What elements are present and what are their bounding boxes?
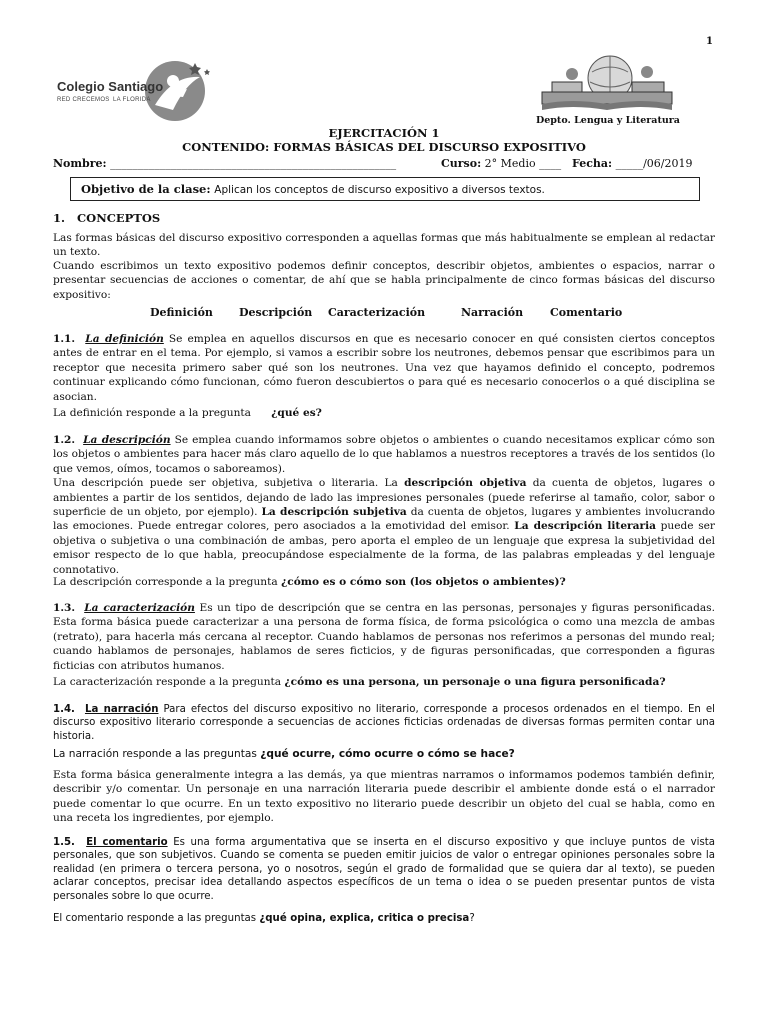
commentary-question-text: ¿qué opina, explica, critica o precisa [259,913,470,924]
narration-number: 1.4. [53,704,75,715]
narration-question-text: ¿qué ocurre, cómo ocurre o cómo se hace? [260,748,515,760]
objective-text: Aplican los conceptos de discurso expositivo a diversos textos. [214,184,545,196]
description-text-2b: da cuenta de objetos, lugares o ambientes a partir de los sentidos, dejando de lado las impresiones personales (puede referirse al tamaño, color, sabor o superficie de un objeto, por ejemplo). [53,477,715,519]
form-item: Narración [461,306,524,319]
description-number: 1.2. [53,434,76,446]
narration-question [53,748,515,760]
commentary-title: El comentario [86,837,168,848]
description-text-2d: puede ser objetiva o subjetiva o una combinación de ambas, pero aporta el empleo de un lenguaje que expresa la subjetividad del emisor respecto de lo que habla, preocupándose especialmente de la forma, de las palabras empleadas y del lenguaje connotativo. [53,520,715,576]
section-number: 1. [53,211,66,225]
description-question [53,576,566,588]
department-illustration [532,52,682,114]
characterization-paragraph [53,601,715,673]
characterization-question-text: ¿cómo es una persona, un personaje o una figura personificada? [284,676,666,688]
definition-title: La definición [85,333,164,345]
characterization-question [53,676,666,688]
name-label: Nombre: [53,157,107,170]
objective-description-term: descripción objetiva [404,477,527,490]
school-name: Colegio Santiago [57,79,164,94]
commentary-question-end: ? [469,913,475,924]
narration-paragraph-2: Esta forma básica generalmente integra a las demás, ya que mientras narramos o informamos podemos también definir, describir y/o comentar. Un personaje en una narración literaria puede describir el ambiente donde está o el narrador puede comentar lo que ocurre. En un texto expositivo no literario puede describir un objeto del cual se habla, como en una receta los ingredientes, por ejemplo. [53,769,715,825]
narration-title: La narración [84,704,159,715]
school-subtitle: RED CRECEMOS [57,97,110,103]
school-subtitle-2: LA FLORIDA [113,97,151,103]
commentary-number: 1.5. [53,837,75,848]
characterization-title: La caracterización [84,602,195,614]
characterization-number: 1.3. [53,602,76,614]
objective-box [70,177,700,201]
section-heading [53,211,160,225]
commentary-text: Es una forma argumentativa que se inserta en el discurso expositivo y que incluye puntos de vista personales, que son subjetivos. Cuando se comenta se pueden emitir juicios de valor o entregar opiniones personales sobre la realidad (en primera o tercera persona, yo o nosotros, según el grado de formalidad que se quiera dar al texto), se pueden aclarar conceptos, precisar idea detallando aspectos específicos de un tema o idea o se pueden presentar puntos de vista personales sobre lo que ocurre. [53,837,715,902]
worksheet-title: EJERCITACIÓN 1 [328,126,440,140]
description-question-lead: La descripción corresponde a la pregunta [53,576,278,588]
definition-question-lead: La definición responde a la pregunta [53,407,251,419]
description-question-text: ¿cómo es o cómo son (los objetos o ambientes)? [281,576,566,588]
name-blank[interactable]: ____________________________________________________ [110,157,397,170]
form-item: Comentario [550,306,623,319]
commentary-paragraph [53,836,715,903]
intro-paragraph-2: Cuando escribimos un texto expositivo podemos definir conceptos, describir objetos, ambientes o espacios, narrar o presentar secuencias de acciones o comentar, de ahí que se habla principalmente de cinco formas básicas del discurso expositivo: [53,260,715,301]
form-item: Descripción [239,306,313,319]
date-label: Fecha: [572,157,613,170]
description-text-2a: Una descripción puede ser objetiva, subjetiva o literaria. La [53,477,398,490]
course-value[interactable]: 2° Medio ____ [484,157,562,170]
description-title: La descripción [83,434,171,446]
description-paragraph [53,433,715,577]
definition-question-text: ¿qué es? [271,407,322,419]
course-label: Curso: [441,157,482,170]
characterization-text: Es un tipo de descripción que se centra en las personas, personajes y figuras personificadas. Esta forma básica puede caracterizar a una persona de forma física, de forma psicológica o como una mezcla de ambas (retrato), para hacerla más cercana al receptor. Cuando hablamos de personas nos referimos a personas del mundo real; cuando hablamos de personajes, hablamos de seres ficticios, y de figuras personificadas, que corresponden a figuras ficticias con atributos humanos. [53,602,715,672]
definition-question [53,407,322,419]
narration-paragraph [53,703,715,743]
narration-text: Para efectos del discurso expositivo no literario, corresponde a procesos ordenados en el tiempo. En el discurso expositivo literario corresponde a secuencias de acciones ficticias ordenadas de diversas formas permiten contar una historia. [53,704,715,742]
page-number: 1 [706,36,713,47]
commentary-question-lead: El comentario responde a las preguntas [53,913,257,924]
date-value[interactable]: _____/06/2019 [615,157,693,170]
books-globe-icon [532,52,682,114]
definition-paragraph [53,332,715,404]
form-item: Definición [150,306,213,319]
content-title: CONTENIDO: FORMAS BÁSICAS DEL DISCURSO EXPOSITIVO [182,140,586,154]
course-field[interactable] [441,157,561,170]
date-field[interactable] [572,157,693,170]
definition-number: 1.1. [53,333,76,345]
intro-paragraph-1: Las formas básicas del discurso expositivo corresponden a aquellas formas que más habitualmente se emplean al redactar un texto. [53,232,715,259]
commentary-question [53,913,475,924]
narration-question-lead: La narración responde a las preguntas [53,748,257,760]
student-name-field[interactable] [53,157,396,170]
objective-label: Objetivo de la clase: [81,182,211,196]
subjective-description-term: La descripción subjetiva [261,506,407,519]
literary-description-term: La descripción literaria [514,520,656,533]
characterization-question-lead: La caracterización responde a la pregunta [53,676,282,688]
form-item: Caracterización [328,306,426,319]
definition-text: Se emplea en aquellos discursos en que es necesario conocer en qué consisten ciertos conceptos antes de entrar en el tema. Por ejemplo, si vamos a escribir sobre los neutrones, debemos pensar que escribimos para un receptor que necesita primero saber qué son los neutrones. Una vez que hayamos definido el concepto, podremos continuar explicando cómo funcionan, cómo fueron descubiertos o para qué es necesario conocerlos o a qué disciplina se asocian. [53,333,715,403]
description-text-2c: da cuenta de objetos, lugares y ambientes involucrando las emociones. Puede entregar colores, pero asociados a la emotividad del emisor. [53,506,716,533]
school-logo [55,55,215,125]
department-name: Depto. Lengua y Literatura [536,115,680,126]
section-title: CONCEPTOS [77,211,161,225]
description-text-1: Se emplea cuando informamos sobre objetos o ambientes o cuando necesitamos explicar cómo son los objetos o ambientes para hacer más claro aquello de lo que hablamos a nuestros receptores a través de los sentidos (lo que vemos, oímos, tocamos o saboreamos). [53,434,715,475]
